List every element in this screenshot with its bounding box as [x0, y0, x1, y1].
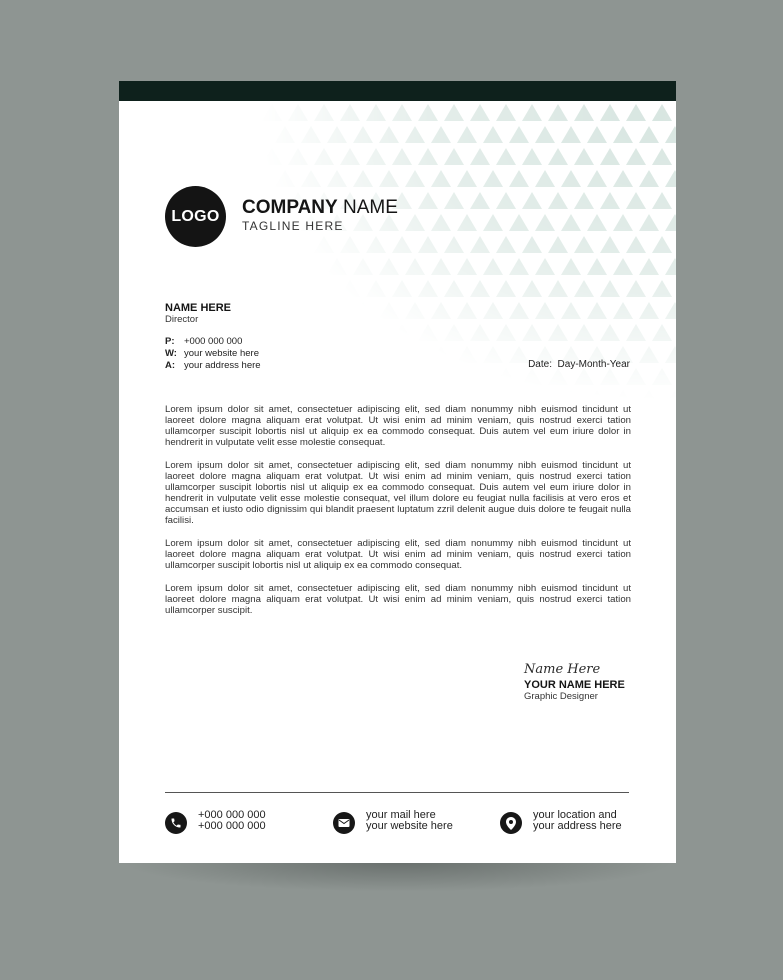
pattern-triangle: [561, 258, 581, 275]
pattern-triangle: [288, 280, 308, 297]
pattern-triangle: [548, 368, 568, 385]
footer-mail-text: [366, 810, 453, 832]
pattern-triangle: [314, 280, 334, 297]
pattern-triangle: [353, 302, 373, 319]
pattern-triangle: [639, 126, 659, 143]
contact-key: W:: [165, 348, 177, 359]
pattern-triangle: [496, 368, 516, 385]
pattern-triangle: [366, 148, 386, 165]
contact-website-row: [165, 348, 261, 360]
pattern-triangle: [574, 192, 594, 209]
pattern-triangle: [392, 148, 412, 165]
pattern-triangle: [587, 214, 607, 231]
body-paragraph: Lorem ipsum dolor sit amet, consectetuer adipiscing elit, sed diam nonummy nibh euismod tincidunt ut laoreet dolore magna aliquam erat volutpat. Ut wisi enim ad minim veniam, quis nostrud exerci tation ullamcorper suscipit lobortis nisl ut aliquip ex ea commodo consequat. Duis autem vel eum iriure dolor in hendrerit in vulputate velit esse molestie consequat, vel illum dolore eu feugiat nulla facilisis at vero eros et accumsan et iusto odio dignissim qui blandit praesent luptatum zzril delenit augue duis dolore te feugait nulla facilisi.: [165, 460, 631, 526]
phone-icon: [165, 812, 187, 834]
pattern-triangle: [626, 192, 646, 209]
pattern-triangle: [470, 148, 490, 165]
pattern-triangle: [522, 192, 542, 209]
pattern-triangle: [444, 324, 464, 341]
date-value: Day-Month-Year: [557, 359, 630, 370]
pattern-triangle: [418, 192, 438, 209]
pattern-triangle: [496, 192, 516, 209]
triangle-pattern-decoration: [259, 101, 676, 401]
pattern-triangle: [613, 302, 633, 319]
pattern-triangle: [314, 368, 334, 385]
pattern-triangle: [496, 236, 516, 253]
pattern-triangle: [431, 170, 451, 187]
pattern-triangle: [314, 324, 334, 341]
pattern-triangle: [275, 302, 295, 319]
pattern-triangle: [613, 390, 633, 401]
pattern-triangle: [288, 324, 308, 341]
pattern-triangle: [327, 390, 347, 401]
pattern-triangle: [483, 302, 503, 319]
pattern-triangle: [652, 280, 672, 297]
footer-location-line2: your address here: [533, 820, 622, 832]
pattern-triangle: [340, 236, 360, 253]
pattern-triangle: [509, 302, 529, 319]
pattern-triangle: [652, 236, 672, 253]
pattern-triangle: [444, 104, 464, 121]
pattern-triangle: [379, 170, 399, 187]
pattern-triangle: [301, 346, 321, 363]
pattern-triangle: [405, 390, 425, 401]
pattern-triangle: [600, 368, 620, 385]
pattern-triangle: [418, 148, 438, 165]
pattern-triangle: [470, 324, 490, 341]
pattern-triangle: [275, 258, 295, 275]
body-paragraph: Lorem ipsum dolor sit amet, consectetuer adipiscing elit, sed diam nonummy nibh euismod tincidunt ut laoreet dolore magna aliquam erat volutpat. Ut wisi enim ad minim veniam, quis nostrud exerci tation ullamcorper suscipit.: [165, 583, 631, 616]
pattern-triangle: [561, 302, 581, 319]
pattern-triangle: [418, 324, 438, 341]
pattern-triangle: [275, 170, 295, 187]
pattern-triangle: [366, 368, 386, 385]
pattern-triangle: [665, 346, 676, 363]
pattern-triangle: [574, 324, 594, 341]
pattern-triangle: [639, 346, 659, 363]
pattern-triangle: [418, 236, 438, 253]
pattern-triangle: [561, 214, 581, 231]
company-name-bold: COMPANY: [242, 197, 338, 218]
pattern-triangle: [639, 258, 659, 275]
pattern-triangle: [626, 324, 646, 341]
pattern-triangle: [418, 104, 438, 121]
pattern-triangle: [600, 280, 620, 297]
pattern-triangle: [613, 258, 633, 275]
pattern-triangle: [353, 126, 373, 143]
pattern-triangle: [548, 192, 568, 209]
pattern-triangle: [444, 192, 464, 209]
pattern-triangle: [405, 258, 425, 275]
pattern-triangle: [379, 302, 399, 319]
pattern-triangle: [418, 368, 438, 385]
pattern-triangle: [444, 236, 464, 253]
pattern-triangle: [548, 324, 568, 341]
company-name-rest: NAME: [337, 197, 398, 218]
pattern-triangle: [522, 148, 542, 165]
pattern-triangle: [626, 104, 646, 121]
sender-contact-block: [165, 336, 261, 372]
pattern-triangle: [262, 148, 282, 165]
pattern-triangle: [652, 148, 672, 165]
pattern-triangle: [509, 126, 529, 143]
pattern-triangle: [665, 258, 676, 275]
pattern-triangle: [405, 126, 425, 143]
pattern-triangle: [652, 368, 672, 385]
pattern-triangle: [509, 390, 529, 401]
signatory-name: YOUR NAME HERE: [524, 679, 625, 691]
pattern-triangle: [340, 148, 360, 165]
pattern-triangle: [262, 368, 282, 385]
pattern-triangle: [340, 280, 360, 297]
pattern-triangle: [379, 258, 399, 275]
pattern-triangle: [470, 192, 490, 209]
pattern-triangle: [301, 258, 321, 275]
pattern-triangle: [392, 280, 412, 297]
pattern-triangle: [457, 302, 477, 319]
pattern-triangle: [353, 346, 373, 363]
pattern-triangle: [327, 258, 347, 275]
pattern-triangle: [483, 390, 503, 401]
pattern-triangle: [405, 170, 425, 187]
location-pin-icon: [500, 812, 522, 834]
pattern-triangle: [340, 368, 360, 385]
footer-location-text: [533, 810, 622, 832]
pattern-triangle: [522, 324, 542, 341]
pattern-triangle: [457, 214, 477, 231]
pattern-triangle: [483, 126, 503, 143]
mail-icon: [333, 812, 355, 834]
pattern-triangle: [600, 192, 620, 209]
pattern-triangle: [535, 390, 555, 401]
pattern-triangle: [587, 170, 607, 187]
pattern-triangle: [327, 170, 347, 187]
pattern-triangle: [418, 280, 438, 297]
pattern-triangle: [665, 390, 676, 401]
pattern-triangle: [431, 214, 451, 231]
pattern-triangle: [366, 104, 386, 121]
pattern-triangle: [561, 170, 581, 187]
pattern-triangle: [548, 148, 568, 165]
pattern-triangle: [431, 390, 451, 401]
pattern-triangle: [379, 346, 399, 363]
pattern-triangle: [483, 346, 503, 363]
pattern-triangle: [483, 170, 503, 187]
pattern-triangle: [587, 126, 607, 143]
pattern-triangle: [496, 280, 516, 297]
pattern-triangle: [457, 346, 477, 363]
sender-title: Director: [165, 314, 199, 325]
pattern-triangle: [652, 324, 672, 341]
pattern-triangle: [613, 126, 633, 143]
pattern-triangle: [366, 324, 386, 341]
pattern-triangle: [405, 346, 425, 363]
pattern-triangle: [470, 236, 490, 253]
contact-value: your website here: [184, 348, 259, 359]
pattern-triangle: [288, 148, 308, 165]
pattern-triangle: [548, 280, 568, 297]
pattern-triangle: [535, 258, 555, 275]
pattern-triangle: [431, 346, 451, 363]
pattern-triangle: [444, 148, 464, 165]
pattern-triangle: [444, 368, 464, 385]
pattern-triangle: [639, 170, 659, 187]
pattern-triangle: [535, 302, 555, 319]
pattern-triangle: [600, 148, 620, 165]
pattern-triangle: [587, 390, 607, 401]
pattern-triangle: [535, 126, 555, 143]
footer-mail-line2: your website here: [366, 820, 453, 832]
pattern-triangle: [392, 368, 412, 385]
pattern-triangle: [522, 104, 542, 121]
contact-phone-row: [165, 336, 261, 348]
pattern-triangle: [457, 390, 477, 401]
footer-location-line1: your location and: [533, 809, 617, 821]
footer-phone-line2: +000 000 000: [198, 820, 266, 832]
pattern-triangle: [340, 324, 360, 341]
pattern-triangle: [626, 368, 646, 385]
pattern-triangle: [509, 258, 529, 275]
pattern-triangle: [574, 236, 594, 253]
pattern-triangle: [470, 280, 490, 297]
pattern-triangle: [574, 148, 594, 165]
body-paragraph: Lorem ipsum dolor sit amet, consectetuer adipiscing elit, sed diam nonummy nibh euismod tincidunt ut laoreet dolore magna aliquam erat volutpat. Ut wisi enim ad minim veniam, quis nostrud exerci tation ullamcorper suscipit lobortis nisl ut aliquip ex ea commodo consequat. Duis autem vel eum iriure dolor in hendrerit in vulputate velit esse molestie consequat.: [165, 404, 631, 448]
pattern-triangle: [574, 368, 594, 385]
pattern-triangle: [288, 104, 308, 121]
date-label: Date:: [528, 359, 552, 370]
sender-name: NAME HERE: [165, 302, 232, 314]
pattern-triangle: [639, 214, 659, 231]
letterhead-page: [119, 81, 676, 863]
pattern-triangle: [626, 280, 646, 297]
pattern-triangle: [262, 324, 282, 341]
pattern-triangle: [288, 236, 308, 253]
pattern-triangle: [444, 280, 464, 297]
pattern-triangle: [652, 192, 672, 209]
pattern-triangle: [587, 258, 607, 275]
pattern-triangle: [535, 170, 555, 187]
signature-scribble: [522, 657, 606, 679]
pattern-triangle: [262, 236, 282, 253]
pattern-triangle: [340, 104, 360, 121]
logo-text: LOGO: [171, 207, 220, 225]
letter-body: [165, 404, 631, 628]
company-tagline: TAGLINE HERE: [242, 219, 344, 233]
pattern-triangle: [327, 346, 347, 363]
pattern-triangle: [600, 324, 620, 341]
pattern-triangle: [535, 214, 555, 231]
pattern-triangle: [652, 104, 672, 121]
body-paragraph: Lorem ipsum dolor sit amet, consectetuer adipiscing elit, sed diam nonummy nibh euismod tincidunt ut laoreet dolore magna aliquam erat volutpat. Ut wisi enim ad minim veniam, quis nostrud exerci tation ullamcorper suscipit lobortis nisl ut aliquip ex ea commodo consequat.: [165, 538, 631, 571]
pattern-triangle: [366, 236, 386, 253]
page-shadow: [120, 862, 676, 892]
pattern-triangle: [392, 324, 412, 341]
pattern-triangle: [522, 280, 542, 297]
pattern-triangle: [665, 302, 676, 319]
footer-divider: [165, 792, 629, 793]
footer-phone-line1: +000 000 000: [198, 809, 266, 821]
pattern-triangle: [301, 302, 321, 319]
pattern-triangle: [587, 302, 607, 319]
pattern-triangle: [665, 126, 676, 143]
pattern-triangle: [639, 302, 659, 319]
contact-value: +000 000 000: [184, 336, 243, 347]
pattern-triangle: [275, 390, 295, 401]
pattern-triangle: [470, 104, 490, 121]
pattern-triangle: [626, 236, 646, 253]
pattern-triangle: [470, 368, 490, 385]
pattern-triangle: [353, 170, 373, 187]
pattern-triangle: [431, 302, 451, 319]
contact-value: your address here: [184, 360, 261, 371]
pattern-triangle: [548, 236, 568, 253]
pattern-triangle: [262, 104, 282, 121]
pattern-triangle: [327, 126, 347, 143]
contact-key: A:: [165, 360, 176, 371]
contact-key: P:: [165, 336, 175, 347]
pattern-triangle: [301, 390, 321, 401]
pattern-triangle: [392, 104, 412, 121]
pattern-triangle: [561, 390, 581, 401]
pattern-triangle: [457, 126, 477, 143]
pattern-triangle: [496, 104, 516, 121]
pattern-triangle: [548, 104, 568, 121]
pattern-triangle: [483, 258, 503, 275]
pattern-triangle: [275, 346, 295, 363]
pattern-triangle: [314, 148, 334, 165]
pattern-triangle: [457, 258, 477, 275]
pattern-triangle: [314, 236, 334, 253]
pattern-triangle: [496, 148, 516, 165]
pattern-triangle: [379, 390, 399, 401]
company-name: [242, 197, 398, 219]
footer-mail-line1: your mail here: [366, 809, 436, 821]
pattern-triangle: [509, 214, 529, 231]
pattern-triangle: [509, 170, 529, 187]
pattern-triangle: [301, 126, 321, 143]
pattern-triangle: [613, 214, 633, 231]
pattern-triangle: [600, 236, 620, 253]
pattern-triangle: [626, 148, 646, 165]
pattern-triangle: [509, 346, 529, 363]
signature-script-text: Name Here: [524, 662, 601, 677]
pattern-triangle: [288, 368, 308, 385]
pattern-triangle: [262, 280, 282, 297]
pattern-triangle: [392, 236, 412, 253]
company-logo: [165, 186, 226, 247]
pattern-triangle: [522, 236, 542, 253]
pattern-triangle: [301, 170, 321, 187]
pattern-triangle: [405, 214, 425, 231]
signatory-title: Graphic Designer: [524, 691, 598, 702]
pattern-triangle: [600, 104, 620, 121]
pattern-triangle: [379, 126, 399, 143]
pattern-triangle: [405, 302, 425, 319]
pattern-triangle: [353, 258, 373, 275]
pattern-triangle: [665, 170, 676, 187]
pattern-triangle: [353, 390, 373, 401]
pattern-triangle: [366, 280, 386, 297]
pattern-triangle: [613, 170, 633, 187]
letter-date: [528, 359, 630, 370]
pattern-triangle: [574, 280, 594, 297]
pattern-triangle: [431, 258, 451, 275]
pattern-triangle: [665, 214, 676, 231]
pattern-triangle: [275, 126, 295, 143]
pattern-triangle: [561, 126, 581, 143]
contact-address-row: [165, 360, 261, 372]
pattern-triangle: [496, 324, 516, 341]
pattern-triangle: [314, 104, 334, 121]
pattern-triangle: [483, 214, 503, 231]
pattern-triangle: [431, 126, 451, 143]
pattern-triangle: [327, 302, 347, 319]
pattern-triangle: [522, 368, 542, 385]
pattern-triangle: [574, 104, 594, 121]
footer-phone-text: [198, 810, 266, 832]
pattern-triangle: [457, 170, 477, 187]
pattern-triangle: [639, 390, 659, 401]
top-color-bar: [119, 81, 676, 101]
